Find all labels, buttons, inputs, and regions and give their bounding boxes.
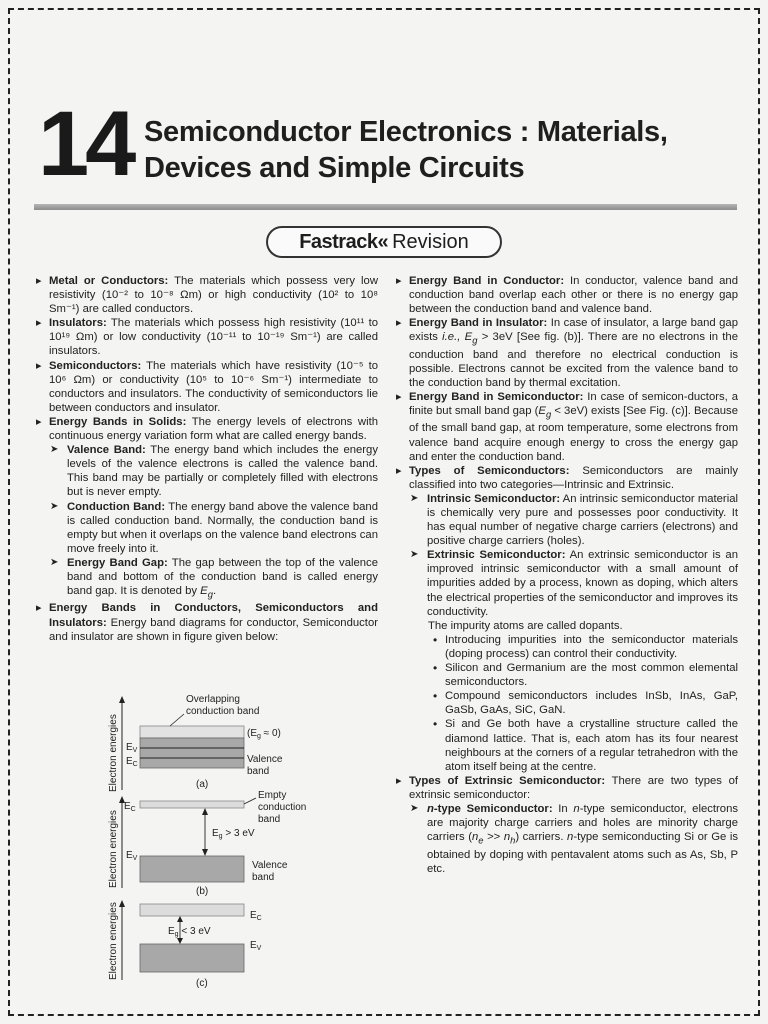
label-ev-a: $E_V$ — [126, 742, 138, 754]
right-column — [396, 274, 738, 876]
badge-bold: Fastrack« — [299, 230, 389, 253]
bullet-diamond-lattice: • Si and Ge both have a crystalline structure called the diamond lattice. That is, each atom has its four nearest neighbours at the corners of a regular tetrahedron with the atom itself being at the centre. — [396, 717, 738, 773]
dopants-note: The impurity atoms are called dopants. — [428, 619, 623, 632]
label-empty-2: conduction — [258, 802, 307, 813]
ylabel-a: Electron energies — [108, 714, 119, 792]
left-column — [36, 274, 378, 644]
point-band-insulator: ▸ Energy Band in Insulator: In case of insulator, a large band gap exists i.e., $E_g > 3eV$ [See fig. (b)]. There are no electrons in the conduction band and therefore no electrical conduction is possible. Electrons cannot be excited from the valence band to the conduction band by thermal excitation. — [396, 316, 738, 390]
label-empty-1: Empty — [258, 790, 287, 801]
label-valence-a-2: band — [247, 766, 270, 777]
ylabel-b: Electron energies — [108, 810, 119, 888]
label-eg-a: $(E_g \approx 0)$ — [247, 728, 281, 740]
label-overlap-1: Overlapping — [186, 694, 240, 705]
caption-c: (c) — [196, 978, 208, 989]
label-valence-b-1: Valence — [252, 860, 288, 871]
point-band-diagrams: ▸ Energy Bands in Conductors, Semiconductors and Insulators: Energy band diagrams for conductor, Semiconductor and insulator are shown in figure given below: — [36, 601, 378, 643]
label-valence-a-1: Valence — [247, 754, 283, 765]
figure-b-insulator — [108, 790, 306, 897]
sub-n-type: ➤ n-type Semiconductor: In n-type semiconductor, electrons are majority charge carriers and holes are minority charge carriers $(n_e >> n_h)$ carriers. n-type semiconducting Si or Ge is obtained by doping with pentavalent atoms such as As, Sb, P etc. — [396, 802, 738, 876]
point-band-conductor: ▸ Energy Band in Conductor: In conductor, valence band and conduction band overlap each other or there is no energy gap between the conduction band and valence band. — [396, 274, 738, 316]
conduction-band-b — [140, 801, 244, 808]
chapter-title-line2: Devices and Simple Circuits — [144, 152, 525, 184]
bullet-si-ge: • Silicon and Germanium are the most common elemental semiconductors. — [396, 661, 738, 689]
point-types-semiconductors: ▸ Types of Semiconductors: Semiconductors are mainly classified into two categories—Intrinsic and Extrinsic. — [396, 464, 738, 492]
chapter-title — [144, 114, 744, 186]
energy-band-figure — [104, 686, 384, 990]
sub-valence-band: ➤ Valence Band: The energy band which includes the energy levels of the valence electrons is called the valence band. This band may be partially or completely filled with electrons but is never empty. — [36, 443, 378, 499]
valence-band-c — [140, 944, 244, 972]
label-ec-b: $E_C$ — [124, 801, 136, 813]
label-empty-3: band — [258, 814, 281, 825]
point-band-semiconductor: ▸ Energy Band in Semiconductor: In case of semicon-ductors, a finite but small band gap $(E_g < 3eV)$ exists [See Fig. (c)]. Because of the small band gap, at room temperature, some electrons from valence band acquire enough energy to cross the energy gap and enter the conduction band. — [396, 390, 738, 464]
point-types-extrinsic: ▸ Types of Extrinsic Semiconductor: There are two types of extrinsic semiconductor: — [396, 774, 738, 802]
title-divider — [34, 204, 737, 210]
chapter-title-line1: Semiconductor Electronics : Materials, — [144, 116, 668, 148]
conduction-band-c — [140, 904, 244, 916]
label-ec-c: $E_C$ — [250, 910, 262, 922]
point-energy-bands: ▸ Energy Bands in Solids: The energy levels of electrons with continuous energy variation form what are called energy bands. — [36, 415, 378, 443]
sub-intrinsic: ➤ Intrinsic Semiconductor: An intrinsic semiconductor material is chemically very pure and possesses poor conductivity. It has equal number of negative charge carriers (electrons) and positive charge carriers (holes). — [396, 492, 738, 548]
label-ev-b: $E_V$ — [126, 850, 138, 862]
sub-extrinsic: ➤ Extrinsic Semiconductor: An extrinsic semiconductor is an improved intrinsic semiconductor with a small amount of impurities added by a process, known as doping, which alters the electrical properties of the semiconductor and improves its conductivity. — [396, 548, 738, 618]
point-semiconductors: ▸ Semiconductors: The materials which have resistivity (10⁻⁵ to 10⁶ Ωm) or conductivity (10⁵ to 10⁻⁶ Sm⁻¹) intermediate to conductors and insulators. The conductivity of semiconductors lie between conductors and insulator. — [36, 359, 378, 415]
bullet-doping: • Introducing impurities into the semiconductor materials (doping process) can control their conductivity. — [396, 633, 738, 661]
label-ev-c: $E_V$ — [250, 940, 262, 952]
label-eg-b: $E_g > 3$ eV — [212, 828, 255, 840]
axis-arrow-icon — [119, 900, 125, 907]
caption-a: (a) — [196, 779, 209, 790]
chapter-number: 14 — [38, 93, 133, 195]
label-valence-b-2: band — [252, 872, 275, 883]
ylabel-c: Electron energies — [108, 902, 119, 980]
label-eg-c: $E_g < 3$ eV — [168, 926, 211, 938]
axis-arrow-icon — [119, 696, 125, 703]
sub-conduction-band: ➤ Conduction Band: The energy band above the valence band is called conduction band. Normally, the conduction band is empty but when it overlaps on the valence band electrons can move freely into it. — [36, 500, 378, 556]
conduction-band-a — [140, 726, 244, 738]
valence-band-b — [140, 856, 244, 882]
fastrack-revision-badge — [266, 226, 502, 258]
valence-band-a — [140, 738, 244, 768]
bullet-compound: • Compound semiconductors includes InSb, InAs, GaP, GaSb, GaAs, SiC, GaN. — [396, 689, 738, 717]
badge-regular: Revision — [392, 230, 469, 253]
point-metal: ▸ Metal or Conductors: The materials which possess very low resistivity (10⁻² to 10⁻⁸ Ωm) or high conductivity (10² to 10⁸ Sm⁻¹) are called conductors. — [36, 274, 378, 316]
figure-a-conductor — [108, 694, 283, 792]
label-ec-a: $E_C$ — [126, 756, 138, 768]
sub-energy-gap: ➤ Energy Band Gap: The gap between the top of the valence band and bottom of the conduction band is called energy band gap. It is denoted by $E_g$. — [36, 556, 378, 602]
label-overlap-2: conduction band — [186, 706, 260, 717]
figure-c-semiconductor — [108, 900, 262, 989]
caption-b: (b) — [196, 886, 209, 897]
point-insulators: ▸ Insulators: The materials which possess high resistivity (10¹¹ to 10¹⁹ Ωm) or low conductivity (10⁻¹¹ to 10⁻¹⁹ Sm⁻¹) are called insulators. — [36, 316, 378, 358]
